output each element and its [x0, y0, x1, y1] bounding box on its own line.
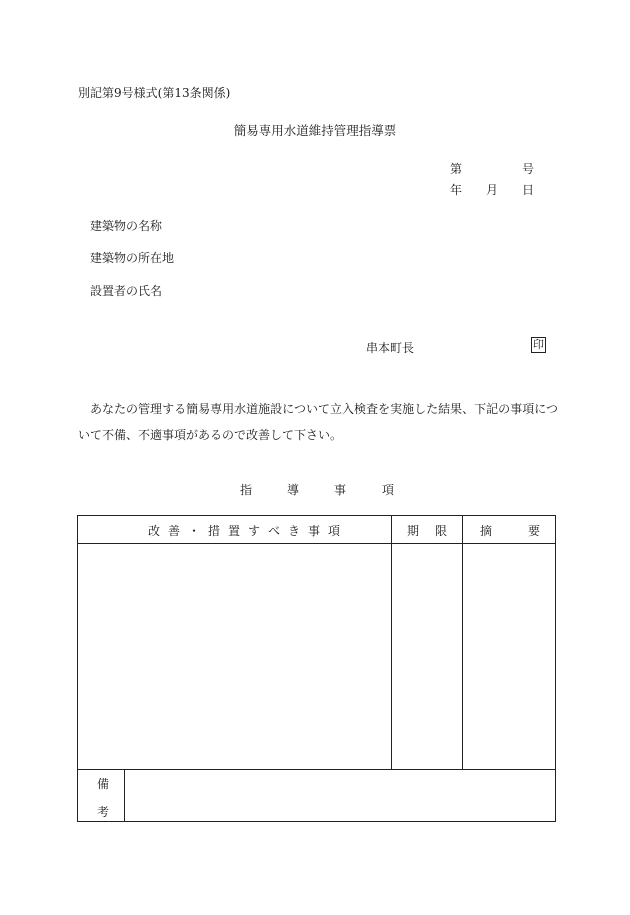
section-title-char: 項	[382, 483, 395, 497]
column-divider	[462, 516, 463, 769]
header-item-char: き	[288, 524, 301, 538]
header-item-char: 措	[208, 524, 221, 538]
header-item-char: ・	[188, 524, 201, 538]
column-divider	[391, 516, 392, 769]
notice-body-text: あなたの管理する簡易専用水道施設について立入検査を実施した結果、下記の事項について不備、不適事項があるので改善して下さい。	[78, 402, 558, 442]
guidance-table	[77, 515, 556, 822]
header-item-char: 置	[228, 524, 241, 538]
remarks-label-char: 備	[97, 777, 110, 791]
header-divider	[78, 543, 555, 544]
number-suffix: 号	[522, 162, 535, 176]
remarks-label-divider	[124, 769, 125, 821]
date-month: 月	[486, 183, 499, 197]
field-owner-name: 設置者の氏名	[90, 284, 163, 298]
remarks-divider	[78, 769, 555, 770]
date-year: 年	[450, 183, 463, 197]
number-prefix: 第	[450, 162, 463, 176]
header-summary-char: 要	[528, 524, 541, 538]
seal-stamp: 印	[533, 338, 544, 351]
section-title-char: 指	[240, 483, 253, 497]
header-item-char: す	[248, 524, 261, 538]
header-deadline-char: 期	[407, 524, 420, 538]
remarks-label-char: 考	[97, 805, 110, 819]
field-building-address: 建築物の所在地	[90, 251, 175, 265]
form-number-label: 別記第9号様式(第13条関係)	[78, 86, 231, 100]
date-day: 日	[522, 183, 535, 197]
header-item-char: 改	[148, 524, 161, 538]
header-item-char: べ	[268, 524, 281, 538]
section-title-char: 事	[334, 483, 347, 497]
header-deadline-char: 限	[435, 524, 448, 538]
header-item-char: 項	[328, 524, 341, 538]
field-building-name: 建築物の名称	[90, 219, 163, 233]
section-title-char: 導	[287, 483, 300, 497]
header-item-char: 事	[308, 524, 321, 538]
document-title: 簡易専用水道維持管理指導票	[233, 123, 397, 138]
header-item-char: 善	[168, 524, 181, 538]
issuer-title: 串本町長	[366, 341, 415, 355]
header-summary-char: 摘	[480, 524, 493, 538]
